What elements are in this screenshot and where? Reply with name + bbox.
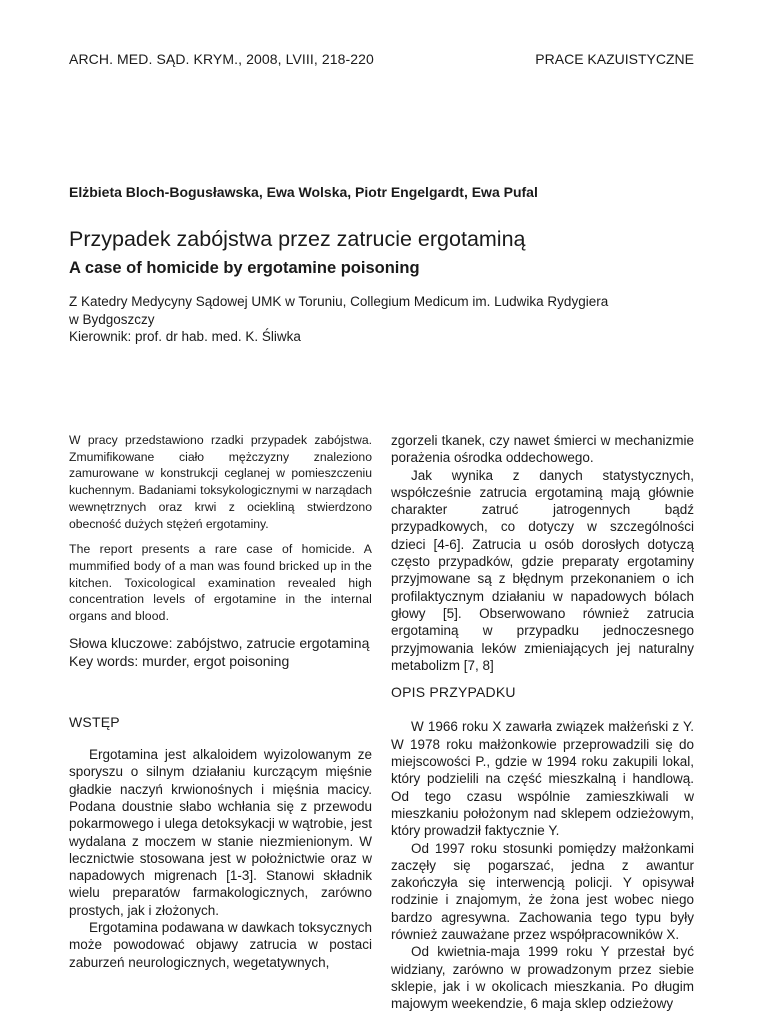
journal-citation: ARCH. MED. SĄD. KRYM., 2008, LVIII, 218-220 [69, 51, 374, 67]
case-paragraph-1: W 1966 roku X zawarła związek małżeński z Y. W 1978 roku małżonkowie przeprowadzili się do miejscowości P., gdzie w 1994 roku zakupili lokal, który podzielili na część mieszkalną i handlową. Od tego czasu wspólnie zamieszkiwali w mieszkaniu położonym nad sklepem odzieżowym, który prowadził faktycznie Y. [391, 719, 694, 839]
intro-paragraph-1: Ergotamina jest alkaloidem wyizolowanym ze sporyszu o silnym działaniu kurczącym mięśnie gładkie naczyń krwionośnych i mięśnia macicy. Podana doustnie słabo wchłania się z przewodu pokarmowego i ulega detoksykacji w wątrobie, jest wydalana z moczem w stanie niezmienionym. W lecznictwie stosowana jest w położnictwie oraz w napadowych migrenach [1-3]. Stanowi składnik wielu preparatów farmakologicznych, zarówno prostych, jak i złożonych. [69, 747, 372, 918]
case-paragraph-2: Od 1997 roku stosunki pomiędzy małżonkami zaczęły się pogarszać, jedna z awantur zakończyła się interwencją policji. Y opisywał rodzinie i znajomym, że żona jest wobec niego bardzo agresywna. Zachowania tego typu były również zauważane przez współpracowników X. [391, 840, 694, 943]
left-column [69, 432, 372, 971]
keywords-english: Key words: murder, ergot poisoning [69, 652, 290, 669]
abstract-polish: W pracy przedstawiono rzadki przypadek zabójstwa. Zmumifikowane ciało mężczyzny znaleziono zamurowane w konstrukcji ceglanej w pomieszczeniu kuchennym. Badaniami toksykologicznymi w narządach wewnętrznych oraz krwi z ociekliną stwierdzono obecność dużych stężeń ergotaminy. [69, 433, 372, 531]
keywords [69, 634, 372, 670]
affiliation-head: Kierownik: prof. dr hab. med. K. Śliwka [69, 329, 301, 344]
keywords-polish: Słowa kluczowe: zabójstwo, zatrucie ergotaminą [69, 634, 370, 651]
affiliation-line-2: w Bydgoszczy [69, 311, 155, 327]
section-heading-introduction: WSTĘP [69, 713, 120, 730]
case-paragraph-3: Od kwietnia-maja 1999 roku Y przestał być widziany, zarówno w prowadzonym przez siebie sklepie, jak i w okolicach mieszkania. Po długim majowym weekendzie, 6 maja sklep odzieżowy [391, 944, 694, 1012]
authors: Elżbieta Bloch-Bogusławska, Ewa Wolska, Piotr Engelgardt, Ewa Pufal [69, 184, 538, 200]
title-english: A case of homicide by ergotamine poisoning [69, 259, 420, 277]
right-paragraph-1: zgorzeli tkanek, czy nawet śmierci w mechanizmie porażenia ośrodka oddechowego. [391, 433, 694, 466]
affiliation [69, 293, 709, 346]
intro-paragraph-2: Ergotamina podawana w dawkach toksycznych może powodować objawy zatrucia w postaci zaburzeń neurologicznych, wegetatywnych, [69, 920, 372, 970]
right-column [391, 432, 694, 1013]
article-category: PRACE KAZUISTYCZNE [535, 51, 694, 67]
right-paragraph-2: Jak wynika z danych statystycznych, współcześnie zatrucia ergotaminą mają głównie charakter zatruć jatrogennych bądź przypadkowych, co dotyczy w szczególności dzieci [4-6]. Zatrucia u osób dorosłych dotyczą często przypadków, gdzie preparaty ergotaminy przyjmowane są z błędnym przekonaniem o ich profilaktycznym działaniu w napadowych bólach głowy [5]. Obserwowano również zatrucia ergotaminą w przypadku jednoczesnego przyjmowania leków zmieniających jej naturalny metabolizm [7, 8] [391, 467, 694, 673]
title-polish: Przypadek zabójstwa przez zatrucie ergotaminą [69, 227, 526, 251]
section-heading-case-description: OPIS PRZYPADKU [391, 684, 516, 701]
abstract-english: The report presents a rare case of homicide. A mummified body of a man was found bricked up in the kitchen. Toxicological examination revealed high concentration levels of ergotamine in the internal organs and blood. [69, 542, 372, 624]
affiliation-line-1: Z Katedry Medycyny Sądowej UMK w Toruniu, Collegium Medicum im. Ludwika Rydygiera [69, 294, 609, 309]
